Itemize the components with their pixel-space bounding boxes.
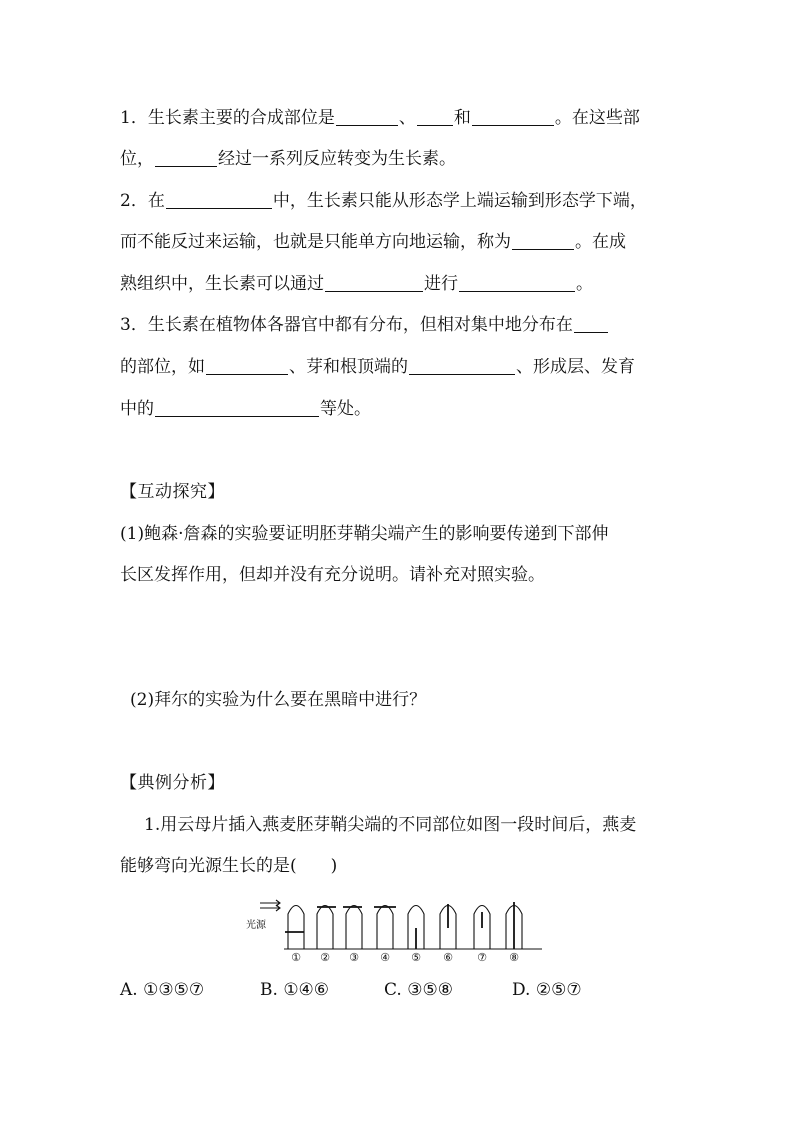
- coleoptile-3: [346, 906, 362, 950]
- q2-text: 。在成: [575, 232, 626, 252]
- q1-text: 经过一系列反应转变为生长素。: [218, 149, 456, 169]
- q2-line-1: [120, 189, 647, 213]
- q1-text: 。在这些部: [554, 108, 640, 128]
- q1-line-2: [120, 147, 456, 171]
- q3-line-3: [120, 397, 371, 421]
- blank-field[interactable]: [574, 314, 608, 333]
- q3-line-1: [120, 313, 609, 337]
- q3-line-2: [120, 355, 635, 379]
- blank-field[interactable]: [472, 107, 554, 126]
- figure-number: ②: [320, 951, 330, 964]
- q3-text: 的部位，如: [120, 357, 205, 377]
- q2-line-3: [120, 272, 593, 296]
- q3-text: 3．生长素在植物体各器官中都有分布，但相对集中地分布在: [120, 315, 573, 335]
- option-d[interactable]: [512, 978, 582, 1002]
- interactive-q1-line-2: 长区发挥作用，但却并没有充分说明。请补充对照实验。: [120, 565, 545, 585]
- blank-field[interactable]: [512, 231, 574, 250]
- q2-text: 。: [576, 274, 593, 294]
- section-heading-example: 【典例分析】: [120, 773, 225, 793]
- q3-text: 、芽和根顶端的: [289, 357, 408, 377]
- light-source-label: 光源: [246, 920, 266, 931]
- blank-field[interactable]: [155, 398, 319, 417]
- interactive-q2: (2)拜尔的实验为什么要在黑暗中进行？: [130, 690, 427, 710]
- figure-number: ⑦: [477, 951, 487, 964]
- coleoptile-figure: [244, 894, 544, 966]
- figure-number: ⑤: [411, 951, 421, 964]
- figure-number: ⑥: [443, 951, 453, 964]
- option-b[interactable]: [260, 978, 384, 1002]
- q2-text: 熟组织中，生长素可以通过: [120, 274, 324, 294]
- figure-number: ③: [349, 951, 359, 964]
- coleoptile-2: [317, 906, 333, 950]
- figure-number: ⑧: [509, 951, 519, 964]
- coleoptile-4: [377, 906, 393, 950]
- blank-field[interactable]: [459, 273, 575, 292]
- example-question-line-2: 能够弯向光源生长的是( ): [120, 856, 338, 876]
- coleoptile-1: [288, 906, 304, 950]
- blank-field[interactable]: [336, 107, 398, 126]
- q3-text: 等处。: [320, 399, 371, 419]
- interactive-q1-line-1: (1)鲍森·詹森的实验要证明胚芽鞘尖端产生的影响要传递到下部伸: [120, 524, 609, 544]
- section-heading-interactive: 【互动探究】: [120, 482, 225, 502]
- blank-field[interactable]: [417, 107, 453, 126]
- option-letter: C.: [384, 980, 402, 1000]
- blank-field[interactable]: [166, 190, 272, 209]
- option-letter: A.: [120, 980, 138, 1000]
- answer-options: [120, 978, 582, 1002]
- figure-number: ①: [291, 951, 301, 964]
- blank-field[interactable]: [155, 148, 217, 167]
- q1-text: 和: [453, 108, 471, 128]
- option-a[interactable]: [120, 978, 260, 1002]
- option-c[interactable]: [384, 978, 512, 1002]
- q1-text: 1．生长素主要的合成部位是: [120, 108, 335, 128]
- option-text: ②⑤⑦: [535, 980, 582, 1000]
- q3-text: 中的: [120, 399, 154, 419]
- option-letter: D.: [512, 980, 531, 1000]
- q2-text: 中，生长素只能从形态学上端运输到形态学下端，: [272, 191, 647, 211]
- option-letter: B.: [260, 980, 278, 1000]
- blank-field[interactable]: [409, 356, 515, 375]
- option-text: ③⑤⑧: [407, 980, 453, 1000]
- figure-number: ④: [380, 951, 390, 964]
- option-text: ①④⑥: [283, 980, 330, 1000]
- blank-field[interactable]: [325, 273, 423, 292]
- example-question-line-1: 1.用云母片插入燕麦胚芽鞘尖端的不同部位如图一段时间后，燕麦: [144, 815, 637, 835]
- q2-text: 2．在: [120, 191, 165, 211]
- q2-text: 而不能反过来运输，也就是只能单方向地运输，称为: [120, 232, 511, 252]
- q3-text: 、形成层、发育: [516, 357, 635, 377]
- q2-line-2: [120, 230, 626, 254]
- blank-field[interactable]: [206, 356, 288, 375]
- q1-text: 位，: [120, 149, 154, 169]
- q1-line-1: [120, 106, 640, 130]
- option-text: ①③⑤⑦: [143, 980, 205, 1000]
- q2-text: 进行: [424, 274, 458, 294]
- q1-text: 、: [398, 108, 416, 128]
